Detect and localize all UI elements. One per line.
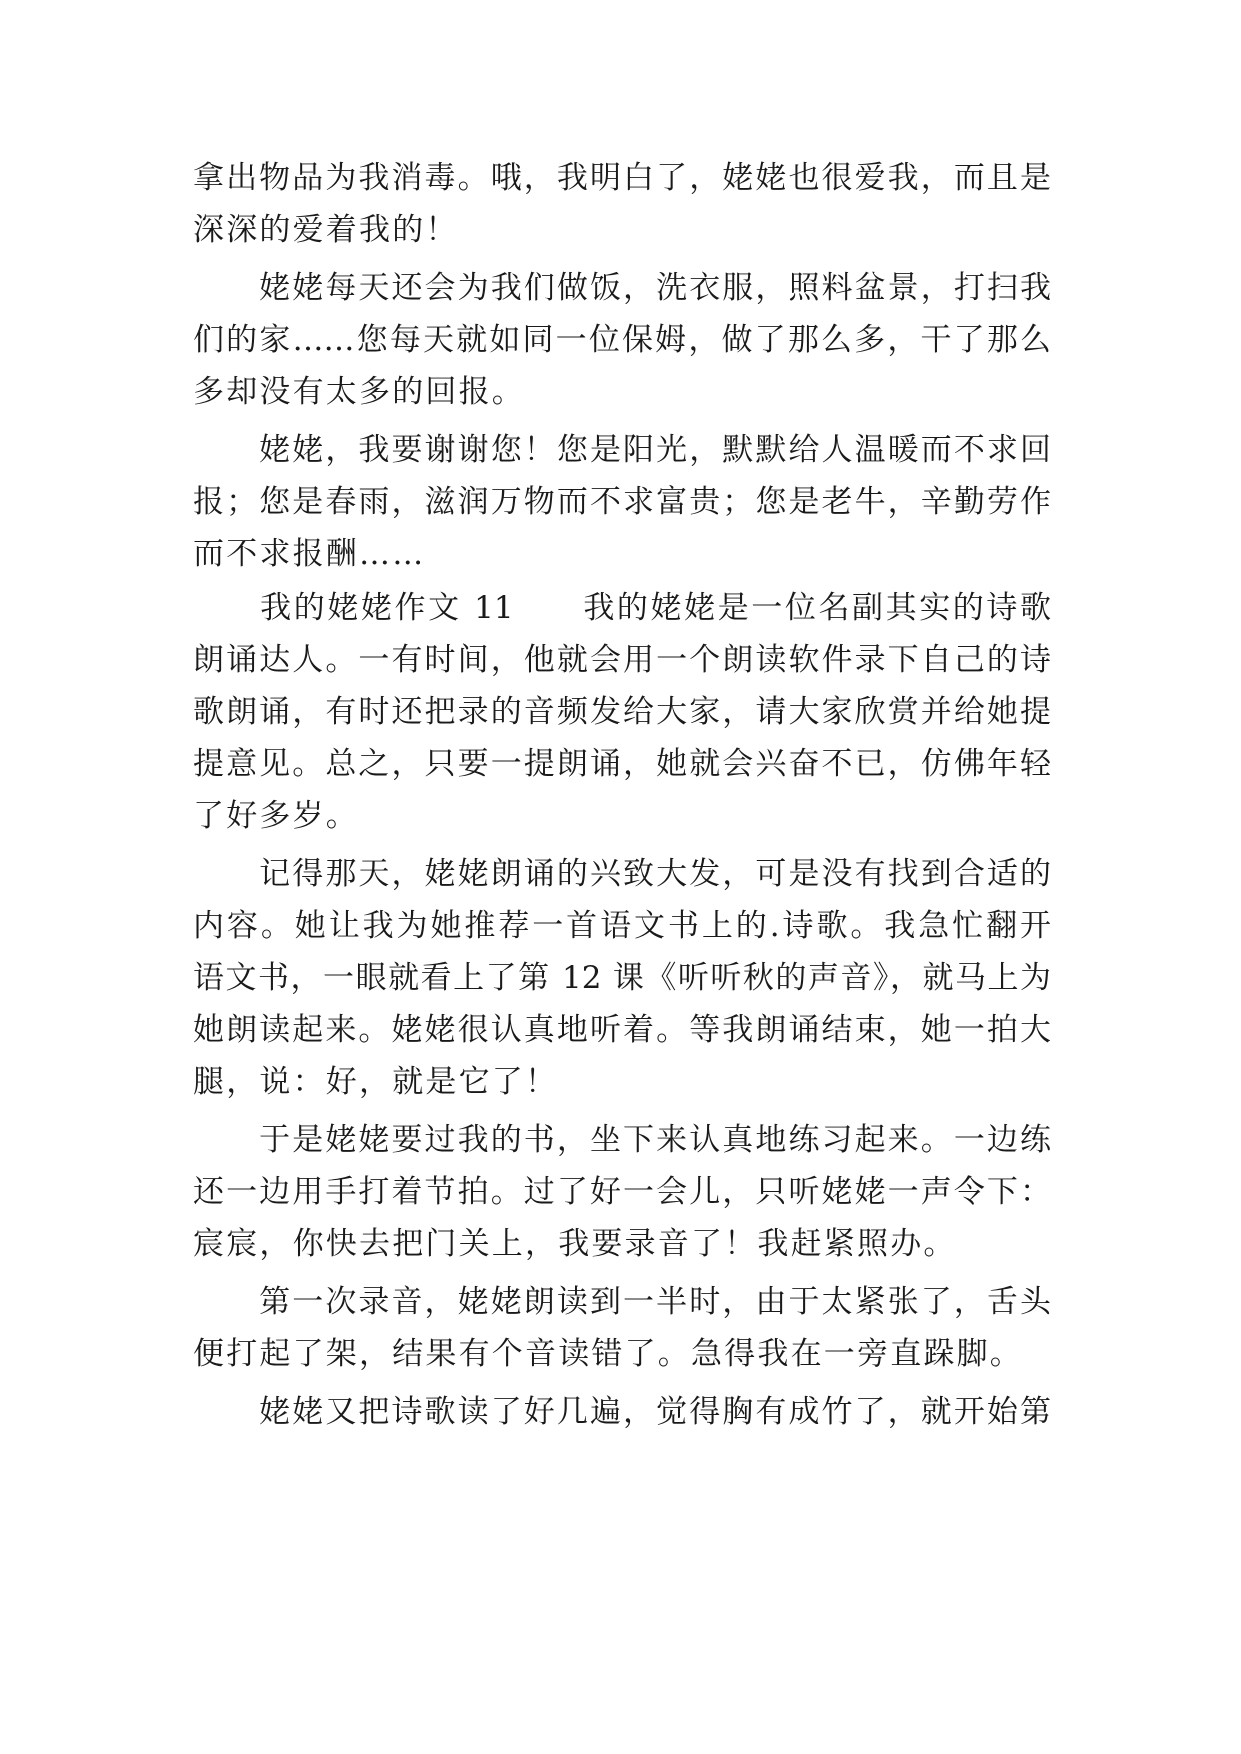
text-line: 提意见。总之，只要一提朗诵，她就会兴奋不已，仿佛年轻 bbox=[193, 746, 1051, 782]
text-line: 第一次录音，姥姥朗读到一半时，由于太紧张了，舌头 bbox=[193, 1284, 1051, 1320]
text-line: 姥姥又把诗歌读了好几遍，觉得胸有成竹了，就开始第 bbox=[193, 1394, 1051, 1430]
text-line: 她朗读起来。姥姥很认真地听着。等我朗诵结束，她一拍大 bbox=[193, 1012, 1051, 1048]
text-line: 语文书，一眼就看上了第 12 课《听听秋的声音》，就马上为 bbox=[193, 960, 1051, 996]
text-line: 腿，说：好，就是它了！ bbox=[193, 1064, 559, 1100]
text-line: 我的姥姥作文 11 我的姥姥是一位名副其实的诗歌 bbox=[193, 590, 1051, 626]
text-line: 多却没有太多的回报。 bbox=[193, 374, 525, 410]
text-line: 深深的爱着我的！ bbox=[193, 212, 459, 248]
text-line: 了好多岁。 bbox=[193, 798, 359, 834]
text-line: 于是姥姥要过我的书，坐下来认真地练习起来。一边练 bbox=[193, 1122, 1051, 1158]
text-line: 而不求报酬…… bbox=[193, 536, 426, 572]
text-line: 拿出物品为我消毒。哦，我明白了，姥姥也很爱我，而且是 bbox=[193, 160, 1051, 196]
text-line: 宸宸，你快去把门关上，我要录音了！我赶紧照办。 bbox=[193, 1226, 957, 1262]
text-line: 还一边用手打着节拍。过了好一会儿，只听姥姥一声令下： bbox=[193, 1174, 1051, 1210]
text-line: 内容。她让我为她推荐一首语文书上的.诗歌。我急忙翻开 bbox=[193, 908, 1051, 944]
text-line: 报；您是春雨，滋润万物而不求富贵；您是老牛，辛勤劳作 bbox=[193, 484, 1051, 520]
text-line: 姥姥每天还会为我们做饭，洗衣服，照料盆景，打扫我 bbox=[193, 270, 1051, 306]
text-line: 歌朗诵，有时还把录的音频发给大家，请大家欣赏并给她提 bbox=[193, 694, 1051, 730]
text-line: 姥姥，我要谢谢您！您是阳光，默默给人温暖而不求回 bbox=[193, 432, 1051, 468]
text-line: 记得那天，姥姥朗诵的兴致大发，可是没有找到合适的 bbox=[193, 856, 1051, 892]
text-line: 朗诵达人。一有时间，他就会用一个朗读软件录下自己的诗 bbox=[193, 642, 1051, 678]
text-line: 们的家……您每天就如同一位保姆，做了那么多，干了那么 bbox=[193, 322, 1051, 358]
text-line: 便打起了架，结果有个音读错了。急得我在一旁直跺脚。 bbox=[193, 1336, 1023, 1372]
